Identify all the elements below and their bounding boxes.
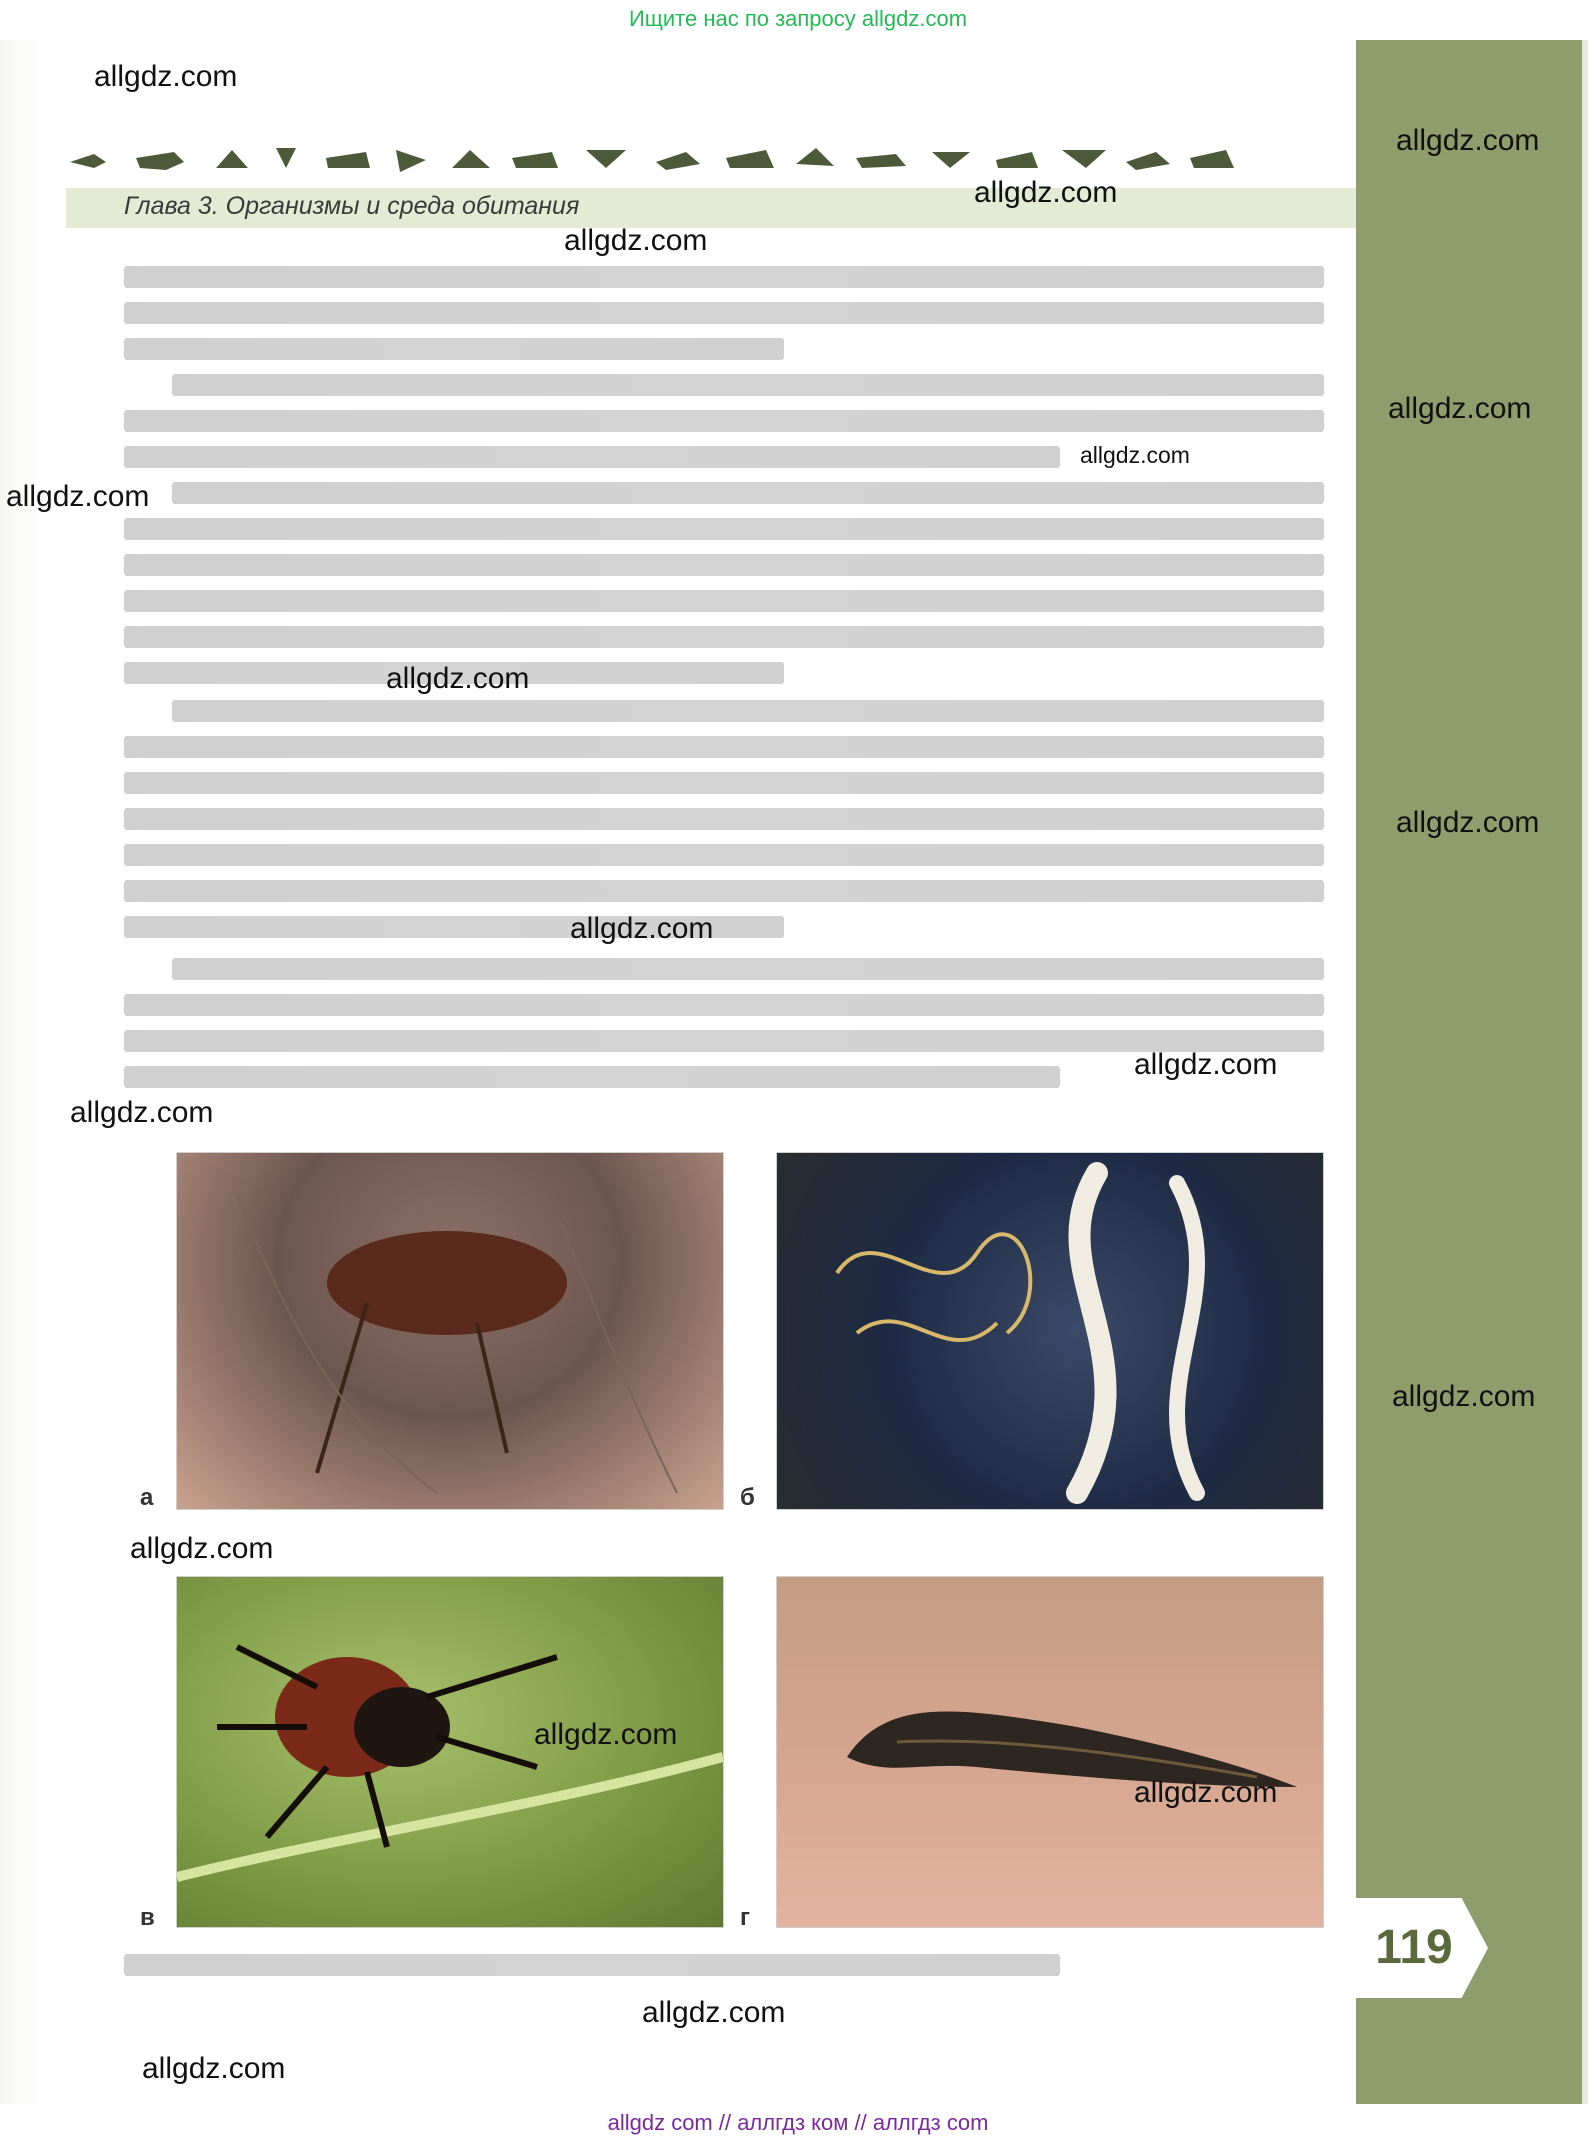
text-line (124, 626, 1324, 648)
top-banner: Ищите нас по запросу allgdz.com (628, 6, 968, 31)
text-line (124, 338, 784, 360)
text-line (124, 1066, 1060, 1088)
page-edge (1582, 40, 1588, 2104)
tick-icon (177, 1577, 723, 1927)
watermark: allgdz.com (1134, 1048, 1278, 1081)
text-line (124, 518, 1324, 540)
text-line (124, 302, 1324, 324)
figure-caption (124, 1954, 1324, 1982)
text-line (172, 374, 1324, 396)
flea-icon (177, 1153, 723, 1509)
text-line (172, 958, 1324, 980)
text-line (124, 590, 1324, 612)
figure-letter-b: б (740, 1484, 755, 1511)
text-line (124, 880, 1324, 902)
text-line (124, 1954, 1060, 1976)
watermark: allgdz.com (130, 1532, 274, 1565)
watermark: allgdz.com (1396, 806, 1540, 839)
text-line (124, 554, 1324, 576)
figure-letter-a: а (140, 1484, 154, 1511)
watermark: allgdz.com (1396, 124, 1540, 157)
watermark: allgdz.com (534, 1718, 678, 1751)
figure-tapeworm-photo (776, 1152, 1324, 1510)
watermark: allgdz.com (1080, 442, 1190, 468)
leech-icon (777, 1577, 1323, 1927)
figure-letter-g: г (740, 1904, 750, 1931)
text-line (124, 994, 1324, 1016)
watermark: allgdz.com (386, 662, 530, 695)
text-line (124, 266, 1324, 288)
text-line (124, 808, 1324, 830)
text-line (124, 410, 1324, 432)
watermark: allgdz.com (642, 1996, 786, 2029)
figure-tick-photo (176, 1576, 724, 1928)
text-line (124, 772, 1324, 794)
text-line (124, 446, 1060, 468)
chapter-title: Глава 3. Организмы и среда обитания (124, 192, 580, 220)
page-number: 119 (1375, 1921, 1453, 1974)
footer-watermark: allgdz com // аллгдз ком // аллгдз com (607, 2110, 989, 2135)
text-line (172, 700, 1324, 722)
figure-flea-photo (176, 1152, 724, 1510)
watermark: allgdz.com (142, 2052, 286, 2085)
page-sidebar (1356, 40, 1582, 2104)
figure-letter-v: в (140, 1904, 155, 1931)
watermark: allgdz.com (570, 912, 714, 945)
tapeworm-icon (777, 1153, 1323, 1509)
figure-leech-photo (776, 1576, 1324, 1928)
watermark: allgdz.com (1134, 1776, 1278, 1809)
text-line (172, 482, 1324, 504)
paragraph-block (124, 700, 1324, 880)
watermark: allgdz.com (1388, 392, 1532, 425)
watermark: allgdz.com (6, 480, 150, 513)
animal-silhouette-strip (66, 138, 1246, 180)
watermark: allgdz.com (70, 1096, 214, 1129)
text-line (124, 844, 1324, 866)
watermark: allgdz.com (1392, 1380, 1536, 1413)
watermark: allgdz.com (564, 224, 708, 257)
page-shadow (0, 40, 40, 2104)
watermark: allgdz.com (94, 60, 238, 93)
watermark: allgdz.com (974, 176, 1118, 209)
text-line (124, 736, 1324, 758)
